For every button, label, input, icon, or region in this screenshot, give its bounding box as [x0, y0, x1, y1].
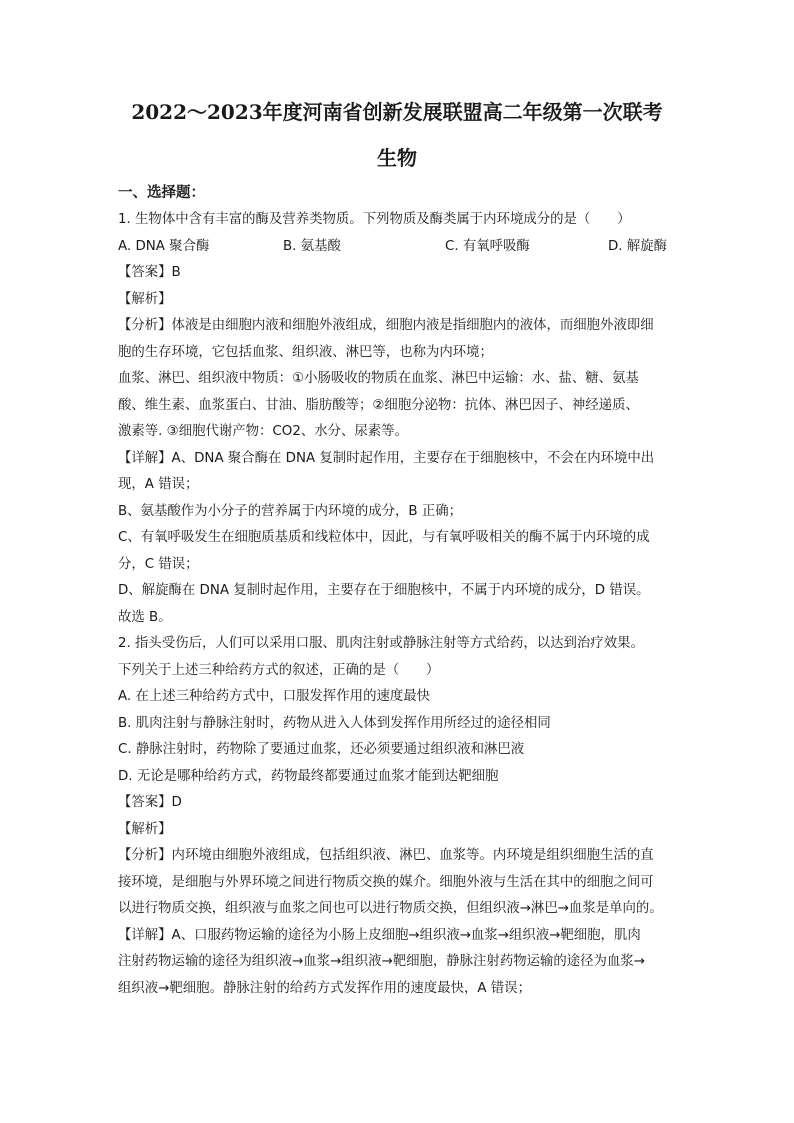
q2-answer: 【答案】D	[118, 795, 182, 810]
q1-option-d: D. 解旋酶	[608, 238, 667, 254]
q1-option-b: B. 氨基酸	[283, 238, 341, 254]
q2-analysis-head: 【解析】	[118, 821, 172, 837]
q1-line: 分，C 错误；	[118, 556, 199, 572]
q2-line: 组织液→靶细胞。静脉注射的给药方式发挥作用的速度最快，A 错误；	[118, 980, 531, 996]
q1-line: 【详解】A、DNA 聚合酶在 DNA 复制时起作用，主要存在于细胞核中，不会在内环境中出	[118, 450, 655, 466]
subject-title: 生物	[377, 146, 417, 170]
q2-line: 以进行物质交换，组织液与血浆之间也可以进行物质交换，但组织液→淋巴→血浆是单向的。	[118, 901, 663, 916]
q1-option-a: A. DNA 聚合酶	[118, 238, 210, 254]
q1-line: 胞的生存环境，它包括血浆、组织液、淋巴等，也称为内环境；	[118, 344, 493, 360]
q1-line: B、氨基酸作为小分子的营养属于内环境的成分，B 正确；	[118, 503, 463, 519]
q2-line: 【分析】内环境由细胞外液组成，包括组织液、淋巴、血浆等。内环境是组织细胞生活的直	[118, 848, 654, 863]
q1-line: 酸、维生素、血浆蛋白、甘油、脂肪酸等；②细胞分泌物：抗体、淋巴因子、神经递质、	[118, 397, 639, 413]
document-title: 2022～2023年度河南省创新发展联盟高二年级第一次联考	[131, 100, 663, 124]
q2-line: 【详解】A、口服药物运输的途径为小肠上皮细胞→组织液→血浆→组织液→靶细胞，肌肉	[118, 927, 641, 943]
q2-option-b: B. 肌肉注射与静脉注射时，药物从进入人体到发挥作用所经过的途径相同	[118, 715, 551, 731]
q1-line: 故选 B。	[118, 609, 172, 625]
q2-option-c: C. 静脉注射时，药物除了要通过血浆，还必须要通过组织液和淋巴液	[118, 742, 525, 757]
q1-line: 激素等. ③细胞代谢产物：CO2、水分、尿素等。	[118, 424, 408, 439]
q1-line: 血浆、淋巴、组织液中物质：①小肠吸收的物质在血浆、淋巴中运输：水、盐、糖、氨基	[118, 371, 639, 386]
section-heading: 一、选择题：	[118, 184, 205, 201]
q2-option-a: A. 在上述三种给药方式中，口服发挥作用的速度最快	[118, 689, 431, 704]
q1-line: C、有氧呼吸发生在细胞质基质和线粒体中，因此，与有氧呼吸相关的酶不属于内环境的成	[118, 530, 650, 545]
q1-options	[118, 234, 678, 261]
q1-option-c: C. 有氧呼吸酶	[445, 238, 530, 254]
q1-line: D、解旋酶在 DNA 复制时起作用，主要存在于细胞核中，不属于内环境的成分，D 错误。	[118, 583, 650, 598]
q1-stem: 1. 生物体中含有丰富的酶及营养类物质。下列物质及酶类属于内环境成分的是（ ）	[118, 212, 631, 227]
q1-line: 【分析】体液是由细胞内液和细胞外液组成，细胞内液是指细胞内的液体，而细胞外液即细	[118, 318, 654, 333]
q2-stem: 2. 指头受伤后，人们可以采用口服、肌肉注射或静脉注射等方式给药，以达到治疗效果。	[118, 636, 644, 651]
q1-analysis-head: 【解析】	[118, 291, 172, 307]
q1-line: 现，A 错误；	[118, 477, 199, 492]
q2-stem: 下列关于上述三种给药方式的叙述，正确的是（ ）	[118, 662, 440, 678]
q2-line: 注射药物运输的途径为组织液→血浆→组织液→靶细胞，静脉注射药物运输的途径为血浆→	[118, 954, 645, 969]
q2-line: 接环境，是细胞与外界环境之间进行物质交换的媒介。细胞外液与生活在其中的细胞之间可	[118, 874, 654, 890]
document-body	[118, 207, 678, 1002]
q2-option-d: D. 无论是哪种给药方式，药物最终都要通过血浆才能到达靶细胞	[118, 768, 499, 784]
q1-answer: 【答案】B	[118, 265, 181, 280]
